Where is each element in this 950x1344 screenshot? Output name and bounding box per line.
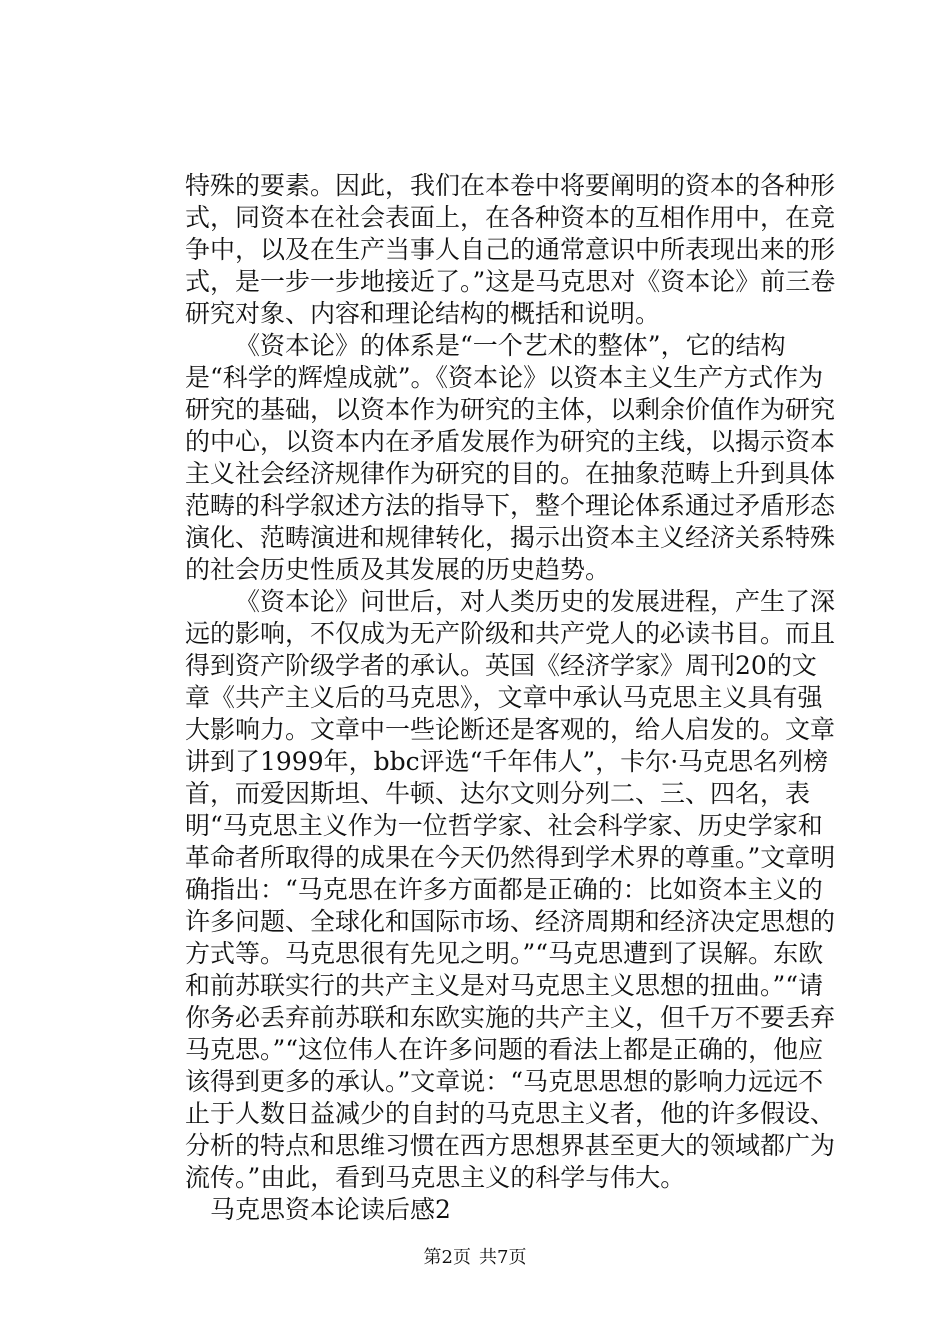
document-body — [185, 170, 840, 1226]
paragraph-influence: 《资本论》问世后，对人类历史的发展进程，产生了深远的影响，不仅成为无产阶级和共产党人的必读书目。而且得到资产阶级学者的承认。英国《经济学家》周刊20的文章《共产主义后的马克思》，文章中承认马克思主义具有强大影响力。文章中一些论断还是客观的，给人启发的。文章讲到了1999年，bbc评选“千年伟人”，卡尔·马克思名列榜首，而爱因斯坦、牛顿、达尔文则分列二、三、四名，表明“马克思主义作为一位哲学家、社会科学家、历史学家和革命者所取得的成果在今天仍然得到学术界的尊重。”文章明确指出：“马克思在许多方面都是正确的：比如资本主义的许多问题、全球化和国际市场、经济周期和经济决定思想的方式等。马克思很有先见之明。”“马克思遭到了误解。东欧和前苏联实行的共产主义是对马克思主义思想的扭曲。”“请你务必丢弃前苏联和东欧实施的共产主义，但千万不要丢弃马克思。”“这位伟人在许多问题的看法上都是正确的，他应该得到更多的承认。”文章说：“马克思思想的影响力远远不止于人数日益减少的自封的马克思主义者，他的许多假设、分析的特点和思维习惯在西方思想界甚至更大的领域都广为流传。”由此，看到马克思主义的科学与伟大。 — [185, 587, 836, 1192]
paragraph-structure: 《资本论》的体系是“一个艺术的整体”，它的结构是“科学的辉煌成就”。《资本论》以资本主义生产方式作为研究的基础，以资本作为研究的主体，以剩余价值作为研究的中心，以资本内在矛盾发展作为研究的主线，以揭示资本主义社会经济规律作为研究的目的。在抽象范畴上升到具体范畴的科学叙述方法的指导下，整个理论体系通过矛盾形态演化、范畴演进和规律转化，揭示出资本主义经济关系特殊的社会历史性质及其发展的历史趋势。 — [185, 331, 836, 584]
page-footer — [0, 1246, 950, 1270]
paragraph-continuation: 特殊的要素。因此，我们在本卷中将要阐明的资本的各种形式，同资本在社会表面上，在各种资本的互相作用中，在竞争中，以及在生产当事人自己的通常意识中所表现出来的形式，是一步一步地接近了。”这是马克思对《资本论》前三卷研究对象、内容和理论结构的概括和说明。 — [185, 171, 836, 328]
section-heading: 马克思资本论读后感2 — [210, 1195, 451, 1224]
page-number: 第2页 — [423, 1247, 471, 1268]
page-total: 共7页 — [479, 1247, 527, 1268]
